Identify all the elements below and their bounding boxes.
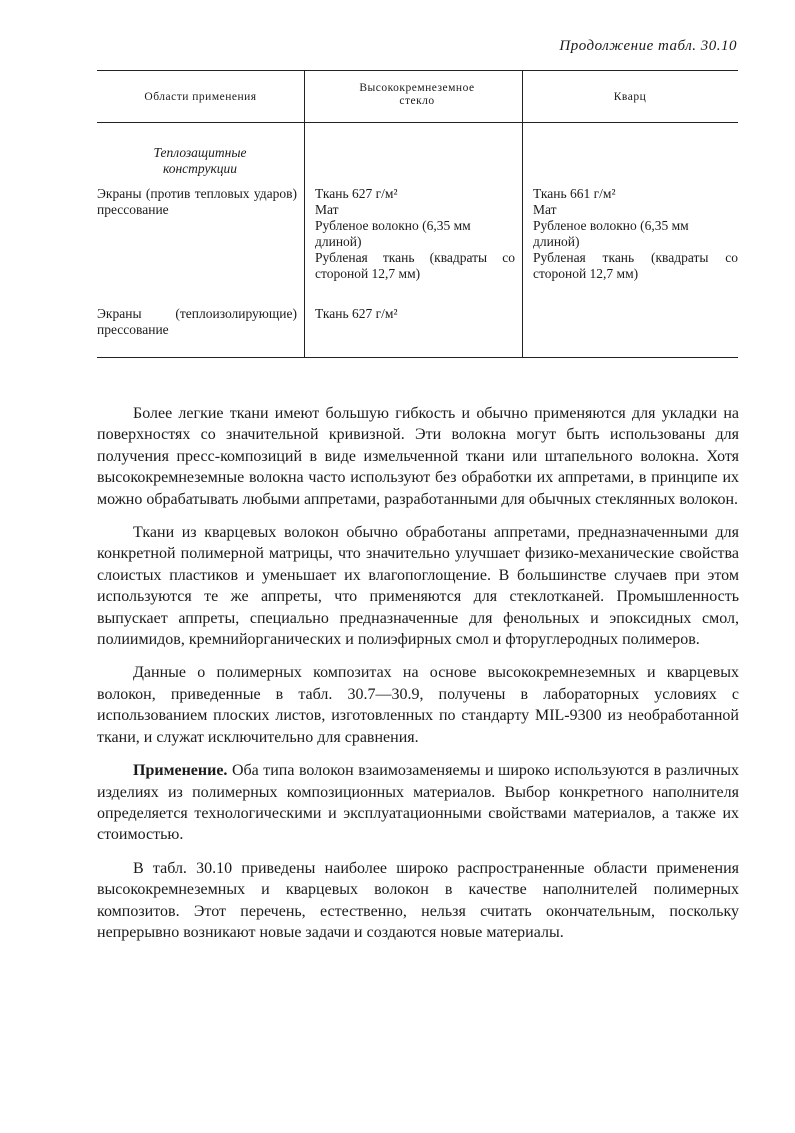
row-1-quartz xyxy=(533,186,738,282)
row-1-glass-item: Мат xyxy=(315,202,339,217)
row-1-glass-item: Рубленая ткань (квадраты со стороной 12,7 мм) xyxy=(315,250,515,281)
row-2-glass-item: Ткань 627 г/м² xyxy=(315,306,398,321)
application-paragraph xyxy=(97,760,739,846)
row-1-area: Экраны (против тепловых ударов) прессование xyxy=(97,186,297,217)
row-1-quartz-item: Ткань 661 г/м² xyxy=(533,186,616,201)
column-header-quartz: Кварц xyxy=(613,91,647,103)
paragraph: В табл. 30.10 приведены наиболее широко распространенные области применения высококремнеземных и кварцевых волокон в качестве наполнителей полимерных композитов. Этот перечень, естественно, нельзя считать окончательным, поскольку непрерывно возникают новые задачи и создаются новые материалы. xyxy=(97,859,739,941)
row-2-glass xyxy=(315,306,515,322)
paragraph: Более легкие ткани имеют большую гибкость и обычно применяются для укладки на поверхностях со значительной кривизной. Эти волокна могут быть использованы для получения пресс-композиций в виде измельченной ткани или штапельного волокна. Хотя высококремнеземные волокна часто используют без обработки их аппретами, в принципе их можно обрабатывать любыми аппретами, разработанными для обычных стеклянных волокон. xyxy=(97,405,739,508)
row-2-area: Экраны (теплоизолирующие) прессование xyxy=(97,306,297,337)
application-text: Оба типа волокон взаимозаменяемы и широко используются в различных изделиях из полимерных композиционных материалов. Выбор конкретного наполнителя определяется технологическими и эксплуатационными свойствами материалов, а также их стоимостью. xyxy=(97,762,739,844)
column-header-glass: Высококремнеземное стекло xyxy=(359,82,475,107)
applications-table xyxy=(97,70,738,358)
row-1-quartz-item: Мат xyxy=(533,202,557,217)
section-title: Теплозащитные конструкции xyxy=(153,145,247,176)
table-bottom-rule xyxy=(97,357,738,358)
paragraph: Ткани из кварцевых волокон обычно обработаны аппретами, предназначенными для конкретной полимерной матрицы, что значительно улучшает физико-механические свойства слоистых пластиков и уменьшает их влагопоглощение. В большинстве случаев при этом используются те же аппреты, что применяются для стеклотканей. Промышленность выпускает аппреты, специально предназначенные для фенольных и эпоксидных смол, полиимидов, кремнийорганических и полиэфирных смол и фторуглеродных полимеров. xyxy=(97,524,739,649)
row-1-quartz-item: Рубленая ткань (квадраты со стороной 12,7 мм) xyxy=(533,250,738,281)
table-col-divider-1 xyxy=(304,70,305,358)
application-lead: Применение. xyxy=(133,762,228,780)
body-text xyxy=(97,403,739,943)
row-1-glass xyxy=(315,186,515,282)
table-continuation-header: Продолжение табл. 30.10 xyxy=(559,38,737,54)
row-1-glass-item: Ткань 627 г/м² xyxy=(315,186,398,201)
table-top-rule xyxy=(97,70,738,71)
column-header-area: Области применения xyxy=(144,91,257,103)
paragraph: Данные о полимерных композитах на основе высококремнеземных и кварцевых волокон, приведенные в табл. 30.7—30.9, получены в лабораторных условиях с использованием плоских листов, изготовленных по стандарту MIL-9300 из необработанной ткани, и служат исключительно для сравнения. xyxy=(97,664,739,746)
row-1-glass-item: Рубленое волокно (6,35 мм длиной) xyxy=(315,218,471,249)
table-header-rule xyxy=(97,122,738,123)
table-col-divider-2 xyxy=(522,70,523,358)
row-1-quartz-item: Рубленое волокно (6,35 мм длиной) xyxy=(533,218,689,249)
